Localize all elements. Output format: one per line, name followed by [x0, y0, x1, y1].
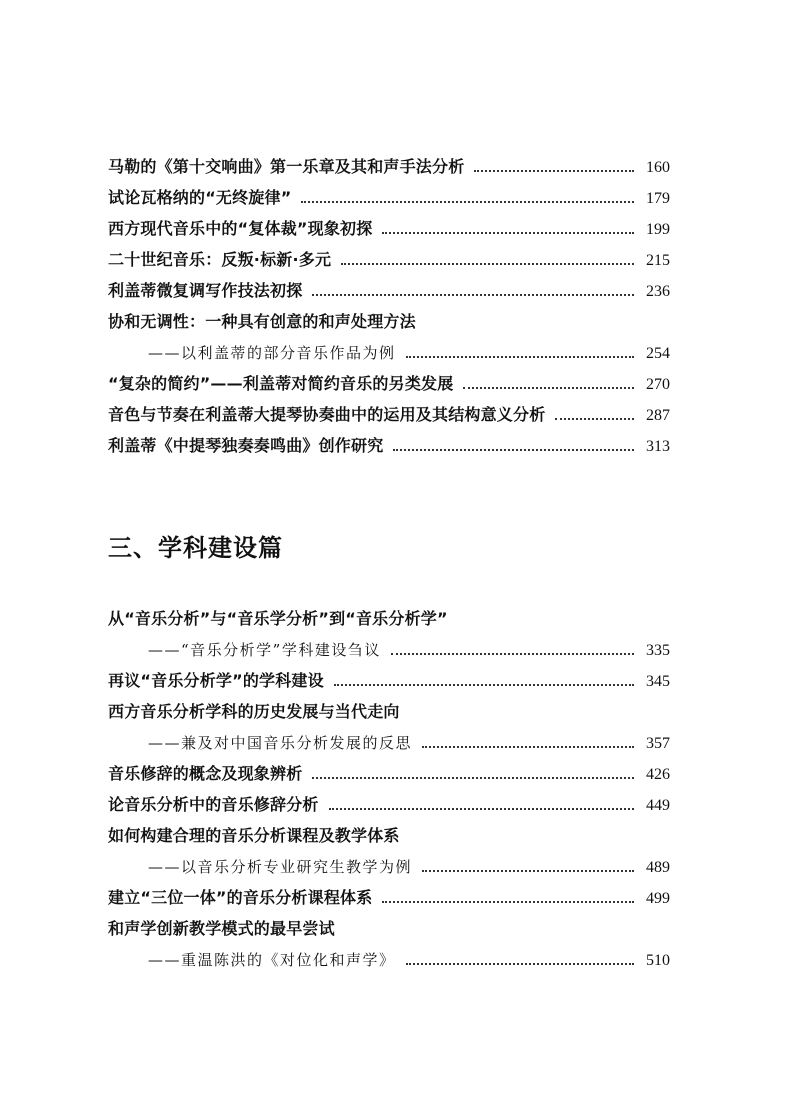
entry-title: 如何构建合理的音乐分析课程及教学体系 — [108, 826, 400, 845]
toc-entry[interactable] — [108, 660, 670, 691]
toc-entry[interactable] — [108, 301, 670, 363]
toc-entry[interactable] — [108, 146, 670, 177]
toc-entry[interactable] — [108, 270, 670, 301]
entry-title: 利盖蒂微复调写作技法初探 — [108, 281, 303, 300]
entry-title: 论音乐分析中的音乐修辞分析 — [108, 795, 319, 814]
page-number: 335 — [646, 642, 670, 659]
entry-title: 音乐修辞的概念及现象辨析 — [108, 764, 303, 783]
toc-entry[interactable] — [108, 425, 670, 456]
page-number: 179 — [646, 190, 670, 207]
page-number: 357 — [646, 735, 670, 752]
toc-entry[interactable] — [108, 363, 670, 394]
toc-entry[interactable] — [108, 394, 670, 425]
toc-list-part1 — [108, 146, 670, 456]
leader-dots — [334, 684, 634, 686]
entry-title: 西方现代音乐中的“复体裁”现象初探 — [108, 219, 373, 238]
entry-subtitle: ——以音乐分析专业研究生教学为例 — [148, 858, 413, 876]
leader-dots — [391, 653, 634, 655]
leader-dots — [301, 201, 634, 203]
entry-title: 利盖蒂《中提琴独奏奏鸣曲》创作研究 — [108, 436, 384, 455]
entry-title: 马勒的《第十交响曲》第一乐章及其和声手法分析 — [108, 157, 465, 176]
entry-title: 协和无调性：一种具有创意的和声处理方法 — [108, 312, 416, 331]
leader-dots — [422, 746, 634, 748]
toc-list-part3 — [108, 598, 670, 970]
entry-title: 和声学创新教学模式的最早尝试 — [108, 919, 335, 938]
entry-title: 试论瓦格纳的“无终旋律” — [108, 188, 292, 207]
toc-entry[interactable] — [108, 877, 670, 908]
page-number: 426 — [646, 766, 670, 783]
entry-title: 再议“音乐分析学”的学科建设 — [108, 671, 324, 690]
page-number: 236 — [646, 283, 670, 300]
entry-title: 建立“三位一体”的音乐分析课程体系 — [108, 888, 373, 907]
page-number: 510 — [646, 952, 670, 969]
page-number: 199 — [646, 221, 670, 238]
leader-dots — [312, 777, 634, 779]
entry-title: 音色与节奏在利盖蒂大提琴协奏曲中的运用及其结构意义分析 — [108, 405, 546, 424]
leader-dots — [382, 901, 634, 903]
section-heading: 三、学科建设篇 — [108, 533, 283, 562]
toc-entry[interactable] — [108, 784, 670, 815]
toc-entry[interactable] — [108, 239, 670, 270]
page-number: 489 — [646, 859, 670, 876]
leader-dots — [393, 449, 634, 451]
page-number: 160 — [646, 159, 670, 176]
leader-dots — [406, 963, 634, 965]
leader-dots — [312, 294, 634, 296]
page-number: 254 — [646, 345, 670, 362]
leader-dots — [463, 387, 634, 389]
page-number: 270 — [646, 376, 670, 393]
entry-title: “复杂的简约”——利盖蒂对简约音乐的另类发展 — [108, 374, 454, 393]
toc-entry[interactable] — [108, 815, 670, 877]
page-number: 499 — [646, 890, 670, 907]
entry-title: 从“音乐分析”与“音乐学分析”到“音乐分析学” — [108, 609, 448, 628]
leader-dots — [382, 232, 634, 234]
page-number: 345 — [646, 673, 670, 690]
entry-subtitle: ——兼及对中国音乐分析发展的反思 — [148, 734, 413, 752]
page-number: 449 — [646, 797, 670, 814]
toc-entry[interactable] — [108, 177, 670, 208]
entry-subtitle: ——重温陈洪的《对位化和声学》 — [148, 951, 396, 969]
toc-entry[interactable] — [108, 598, 670, 660]
entry-subtitle: ——“音乐分析学”学科建设刍议 — [148, 641, 381, 659]
entry-subtitle: ——以利盖蒂的部分音乐作品为例 — [148, 344, 396, 362]
page-number: 287 — [646, 407, 670, 424]
page-number: 215 — [646, 252, 670, 269]
toc-entry[interactable] — [108, 208, 670, 239]
page-number: 313 — [646, 438, 670, 455]
leader-dots — [329, 808, 634, 810]
leader-dots — [341, 263, 634, 265]
toc-entry[interactable] — [108, 753, 670, 784]
leader-dots — [422, 870, 634, 872]
toc-entry[interactable] — [108, 908, 670, 970]
toc-entry[interactable] — [108, 691, 670, 753]
leader-dots — [555, 418, 634, 420]
leader-dots — [406, 356, 634, 358]
leader-dots — [474, 170, 634, 172]
entry-title: 二十世纪音乐：反叛·标新·多元 — [108, 250, 332, 269]
entry-title: 西方音乐分析学科的历史发展与当代走向 — [108, 702, 400, 721]
